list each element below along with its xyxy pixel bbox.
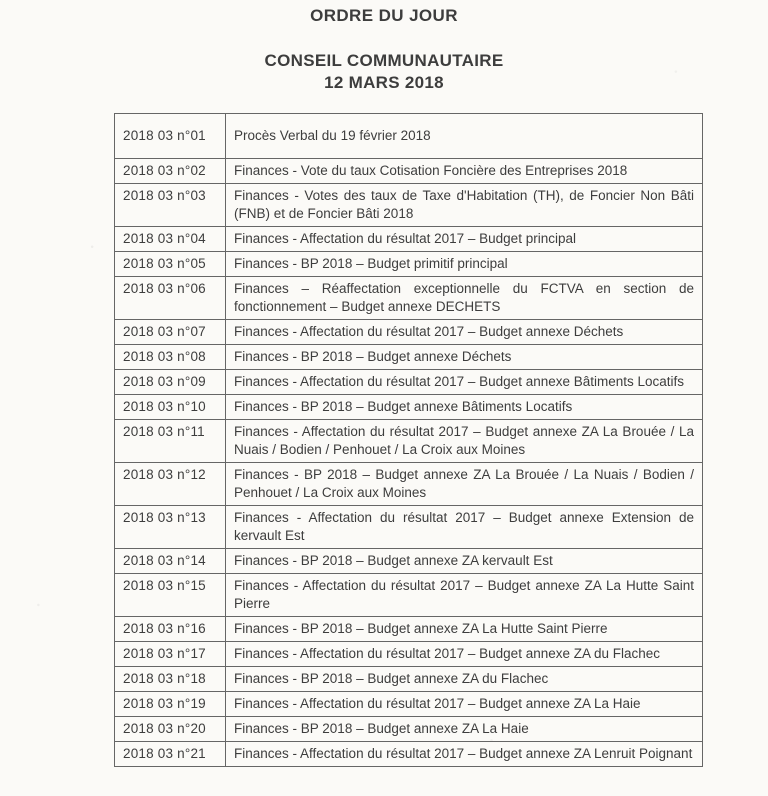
row-reference: 2018 03 n°05 bbox=[115, 252, 226, 277]
row-subject: Finances - Affectation du résultat 2017 – Budget annexe ZA du Flachec bbox=[226, 642, 703, 667]
row-reference: 2018 03 n°11 bbox=[115, 420, 226, 463]
row-subject: Finances - BP 2018 – Budget annexe ZA La Hutte Saint Pierre bbox=[226, 617, 703, 642]
row-subject: Finances - BP 2018 – Budget primitif principal bbox=[226, 252, 703, 277]
table-row bbox=[115, 667, 703, 692]
row-reference: 2018 03 n°06 bbox=[115, 277, 226, 320]
row-subject: Finances - BP 2018 – Budget annexe ZA kervault Est bbox=[226, 549, 703, 574]
row-reference: 2018 03 n°03 bbox=[115, 184, 226, 227]
row-reference: 2018 03 n°10 bbox=[115, 395, 226, 420]
row-reference: 2018 03 n°04 bbox=[115, 227, 226, 252]
row-reference: 2018 03 n°17 bbox=[115, 642, 226, 667]
row-subject: Finances - BP 2018 – Budget annexe ZA La Haie bbox=[226, 717, 703, 742]
row-subject: Finances – Réaffectation exceptionnelle du FCTVA en section de fonctionnement – Budget annexe DECHETS bbox=[226, 277, 703, 320]
table-row bbox=[115, 506, 703, 549]
row-reference: 2018 03 n°01 bbox=[115, 114, 226, 159]
row-subject: Finances - BP 2018 – Budget annexe ZA La Brouée / La Nuais / Bodien / Penhouet / La Croix aux Moines bbox=[226, 463, 703, 506]
document-header bbox=[0, 6, 768, 94]
table-row bbox=[115, 617, 703, 642]
meeting-date: 12 MARS 2018 bbox=[324, 73, 444, 92]
row-subject: Finances - Vote du taux Cotisation Foncière des Entreprises 2018 bbox=[226, 159, 703, 184]
row-reference: 2018 03 n°19 bbox=[115, 692, 226, 717]
row-subject: Finances - BP 2018 – Budget annexe Déchets bbox=[226, 345, 703, 370]
row-subject: Finances - BP 2018 – Budget annexe Bâtiments Locatifs bbox=[226, 395, 703, 420]
table-row bbox=[115, 159, 703, 184]
table-row bbox=[115, 692, 703, 717]
table-row bbox=[115, 320, 703, 345]
row-reference: 2018 03 n°12 bbox=[115, 463, 226, 506]
row-reference: 2018 03 n°18 bbox=[115, 667, 226, 692]
table-row bbox=[115, 252, 703, 277]
table-row bbox=[115, 642, 703, 667]
row-subject: Finances - Affectation du résultat 2017 – Budget annexe Bâtiments Locatifs bbox=[226, 370, 703, 395]
row-subject: Finances - Affectation du résultat 2017 – Budget annexe Extension de kervault Est bbox=[226, 506, 703, 549]
table-row bbox=[115, 370, 703, 395]
row-subject: Procès Verbal du 19 février 2018 bbox=[226, 114, 703, 159]
table-row bbox=[115, 463, 703, 506]
page-title: ORDRE DU JOUR bbox=[310, 6, 458, 25]
table-row bbox=[115, 742, 703, 767]
row-subject: Finances - Affectation du résultat 2017 – Budget annexe Déchets bbox=[226, 320, 703, 345]
row-reference: 2018 03 n°20 bbox=[115, 717, 226, 742]
row-reference: 2018 03 n°08 bbox=[115, 345, 226, 370]
row-reference: 2018 03 n°21 bbox=[115, 742, 226, 767]
table-row bbox=[115, 717, 703, 742]
agenda-table bbox=[114, 113, 703, 767]
table-row bbox=[115, 420, 703, 463]
meeting-header bbox=[0, 50, 768, 94]
table-row bbox=[115, 114, 703, 159]
table-row bbox=[115, 277, 703, 320]
row-subject: Finances - Affectation du résultat 2017 – Budget annexe ZA La Haie bbox=[226, 692, 703, 717]
table-row bbox=[115, 227, 703, 252]
table-row bbox=[115, 184, 703, 227]
row-subject: Finances - Affectation du résultat 2017 – Budget annexe ZA La Hutte Saint Pierre bbox=[226, 574, 703, 617]
row-subject: Finances - Affectation du résultat 2017 – Budget principal bbox=[226, 227, 703, 252]
table-row bbox=[115, 395, 703, 420]
row-reference: 2018 03 n°02 bbox=[115, 159, 226, 184]
row-reference: 2018 03 n°13 bbox=[115, 506, 226, 549]
row-reference: 2018 03 n°09 bbox=[115, 370, 226, 395]
table-row bbox=[115, 549, 703, 574]
table-row bbox=[115, 345, 703, 370]
row-reference: 2018 03 n°07 bbox=[115, 320, 226, 345]
agenda-table-body bbox=[115, 114, 703, 767]
row-reference: 2018 03 n°15 bbox=[115, 574, 226, 617]
row-subject: Finances - Affectation du résultat 2017 – Budget annexe ZA La Brouée / La Nuais / Bodien / Penhouet / La Croix aux Moines bbox=[226, 420, 703, 463]
row-reference: 2018 03 n°14 bbox=[115, 549, 226, 574]
row-reference: 2018 03 n°16 bbox=[115, 617, 226, 642]
row-subject: Finances - Votes des taux de Taxe d'Habitation (TH), de Foncier Non Bâti (FNB) et de Foncier Bâti 2018 bbox=[226, 184, 703, 227]
table-row bbox=[115, 574, 703, 617]
row-subject: Finances - Affectation du résultat 2017 – Budget annexe ZA Lenruit Poignant bbox=[226, 742, 703, 767]
row-subject: Finances - BP 2018 – Budget annexe ZA du Flachec bbox=[226, 667, 703, 692]
meeting-title: CONSEIL COMMUNAUTAIRE bbox=[264, 51, 504, 70]
